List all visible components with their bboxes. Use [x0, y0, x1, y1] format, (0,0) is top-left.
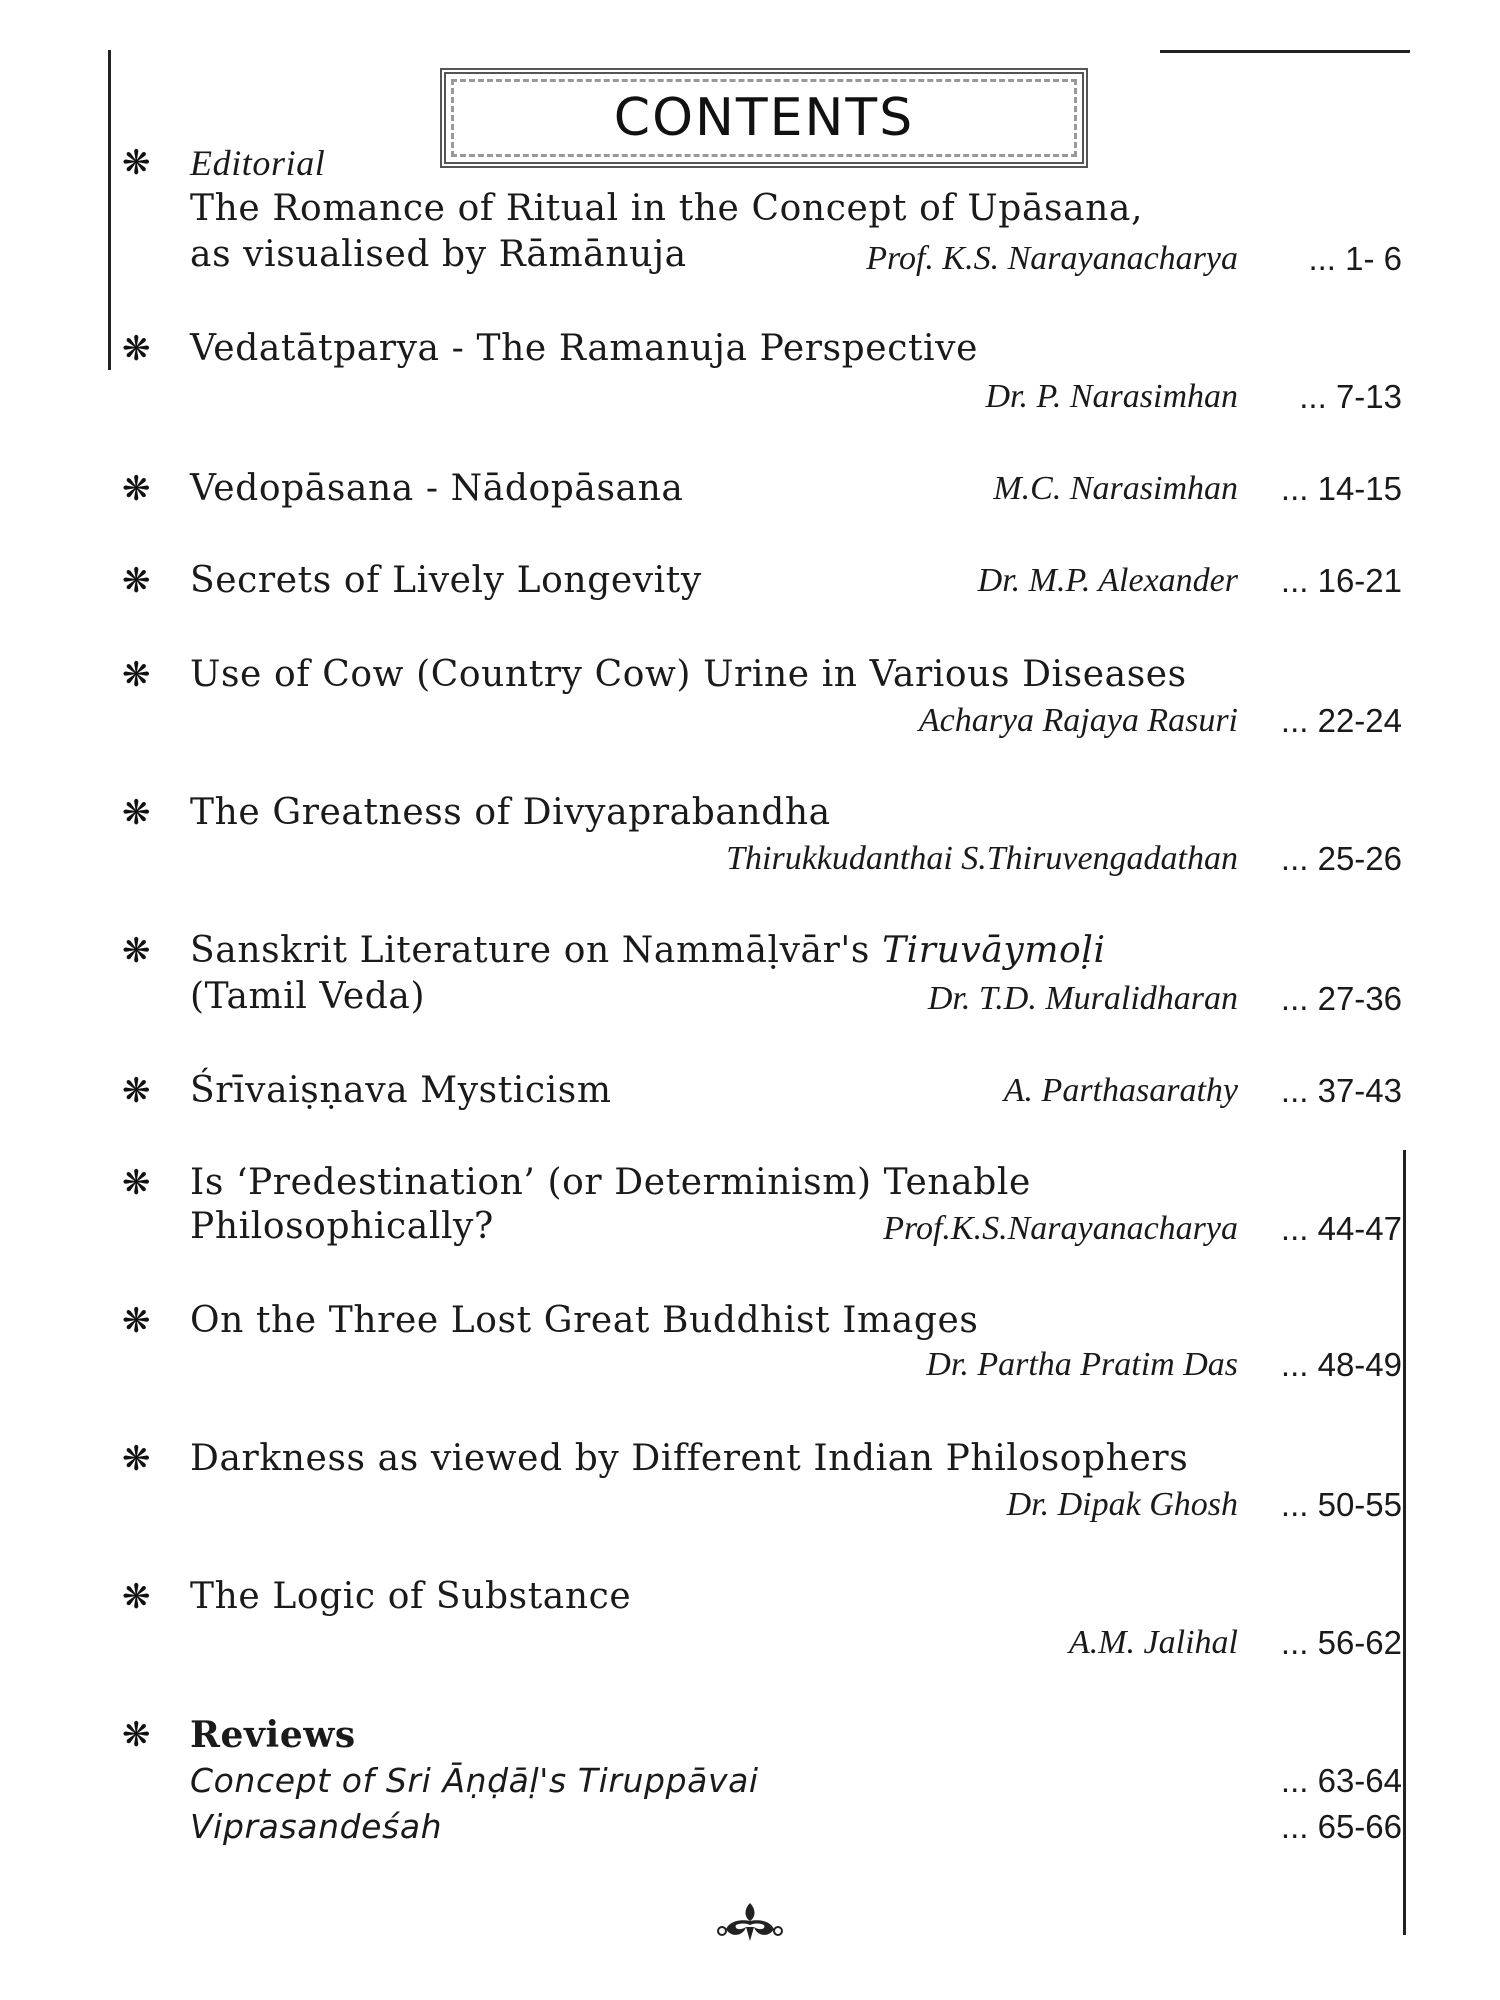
entry-pages: ... 37-43	[1280, 1072, 1402, 1109]
entry-title-line-1: Vedatātparya - The Ramanuja Perspective	[190, 328, 978, 369]
bullet-icon: ❋	[122, 1301, 151, 1341]
bullet-icon: ❋	[122, 1163, 151, 1203]
entry-title-line-2: as visualised by Rāmānuja	[190, 234, 687, 275]
entry-pages: ... 56-62	[1280, 1624, 1402, 1661]
entry-author: Thirukkudanthai S.Thiruvengadathan	[726, 840, 1238, 877]
entry-author: A. Parthasarathy	[1003, 1072, 1238, 1109]
entry-author: Dr. Dipak Ghosh	[1006, 1486, 1238, 1523]
entry-pages: ... 48-49	[1280, 1346, 1402, 1383]
entry-author: Dr. Partha Pratim Das	[926, 1346, 1238, 1383]
entry-title-line-2: Philosophically?	[190, 1206, 494, 1247]
reviews-heading: Reviews	[190, 1714, 356, 1756]
entry-pages: ... 27-36	[1280, 980, 1402, 1017]
review-pages: ... 65-66	[1280, 1808, 1402, 1845]
entry-title-line-1	[190, 928, 1106, 974]
bullet-icon: ❋	[122, 655, 151, 695]
bullet-icon: ❋	[122, 1071, 151, 1111]
entry-author: Prof. K.S. Narayanacharya	[866, 240, 1238, 277]
entry-title-line-1: Śrīvaiṣṇava Mysticism	[190, 1070, 612, 1111]
contents-heading: CONTENTS	[604, 88, 924, 148]
entry-title-line-1: Darkness as viewed by Different Indian Philosophers	[190, 1438, 1189, 1479]
entry-title-line-1: Vedopāsana - Nādopāsana	[190, 468, 684, 509]
entry-title-line-1: Secrets of Lively Longevity	[190, 560, 702, 601]
entry-title-text: Sanskrit Literature on Nammāḷvār's	[190, 930, 871, 971]
review-pages: ... 63-64	[1280, 1762, 1402, 1799]
review-title[interactable]: Concept of Sri Āṇḍāḷ's Tiruppāvai	[190, 1761, 759, 1800]
entry-pages: ... 25-26	[1280, 840, 1402, 877]
entry-pages: ... 16-21	[1280, 562, 1402, 599]
entry-author: Dr. P. Narasimhan	[985, 378, 1238, 415]
entry-pages: ... 22-24	[1280, 702, 1402, 739]
bullet-icon: ❋	[122, 469, 151, 509]
bullet-icon: ❋	[122, 143, 151, 183]
entry-pages: ... 50-55	[1280, 1486, 1402, 1523]
right-margin-rule	[1403, 1150, 1406, 1935]
entry-pages: ... 1- 6	[1308, 240, 1402, 277]
entry-title-line-1: On the Three Lost Great Buddhist Images	[190, 1300, 979, 1341]
review-title[interactable]: Viprasandeśah	[190, 1807, 443, 1846]
entry-title-line-1: The Logic of Substance	[190, 1576, 632, 1617]
bullet-icon: ❋	[122, 793, 151, 833]
entry-title-italic: Tiruvāymoḷi	[882, 930, 1106, 971]
entry-author: M.C. Narasimhan	[993, 470, 1238, 507]
contents-heading-frame	[440, 68, 1088, 168]
entry-title-line-1: The Greatness of Divyaprabandha	[190, 792, 831, 833]
entry-title-line-1: Use of Cow (Country Cow) Urine in Various Diseases	[190, 654, 1187, 695]
top-right-rule	[1160, 50, 1410, 53]
entry-author: A.M. Jalihal	[1068, 1624, 1238, 1661]
bullet-icon: ❋	[122, 931, 151, 971]
entry-pages: ... 14-15	[1280, 470, 1402, 507]
bullet-icon: ❋	[122, 561, 151, 601]
bullet-icon: ❋	[122, 329, 151, 369]
entry-author: Acharya Rajaya Rasuri	[918, 702, 1238, 739]
entry-title-line-1: Is ‘Predestination’ (or Determinism) Tenable	[190, 1162, 1031, 1203]
entry-author: Dr. T.D. Muralidharan	[927, 980, 1238, 1017]
bullet-icon: ❋	[122, 1715, 151, 1755]
entry-author: Prof.K.S.Narayanacharya	[883, 1210, 1238, 1247]
entry-title-line-2: (Tamil Veda)	[190, 976, 426, 1017]
entry-author: Dr. M.P. Alexander	[977, 562, 1238, 599]
entry-pages: ... 44-47	[1280, 1210, 1402, 1247]
ornament-icon	[710, 1895, 790, 1945]
left-margin-rule	[108, 50, 111, 370]
entry-title-line-1: The Romance of Ritual in the Concept of Upāsana,	[190, 188, 1144, 229]
bullet-icon: ❋	[122, 1577, 151, 1617]
entry-pages: ... 7-13	[1299, 378, 1402, 415]
bullet-icon: ❋	[122, 1439, 151, 1479]
editorial-label: Editorial	[190, 143, 326, 183]
